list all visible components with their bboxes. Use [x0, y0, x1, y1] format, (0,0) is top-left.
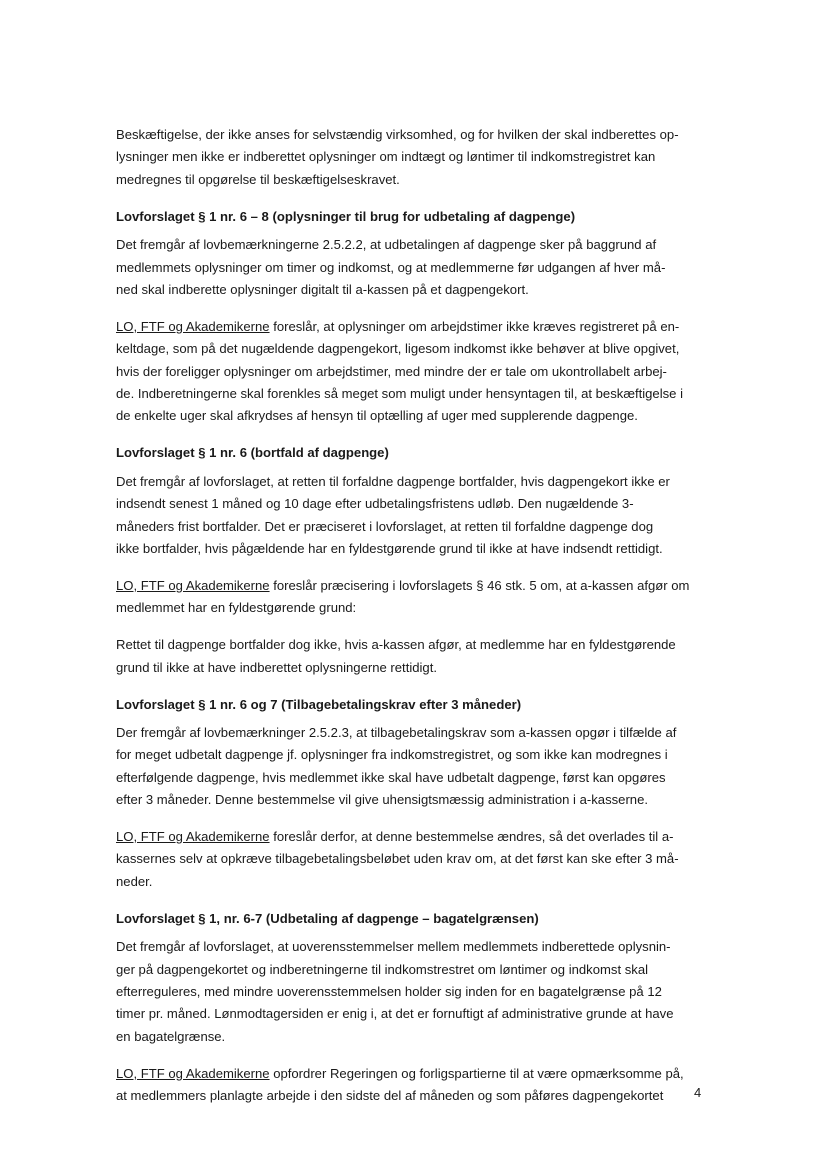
- organization-name: LO, FTF og Akademikerne: [116, 1065, 270, 1081]
- text-line: Det fremgår af lovforslaget, at uoverensstemmelser mellem medlemmets indberettede oplysnin-: [116, 939, 671, 955]
- text-line: Beskæftigelse, der ikke anses for selvstændig virksomhed, og for hvilken der skal indberettes op-: [116, 127, 679, 142]
- section-heading: Lovforslaget § 1 nr. 6 – 8 (oplysninger til brug for udbetaling af dagpenge): [116, 208, 576, 224]
- text-line: kassernes selv at opkræve tilbagebetalingsbeløbet uden krav om, at det først kan ske efter 3 må-: [116, 851, 679, 867]
- paragraph: [116, 936, 700, 1048]
- text-line: ger på dagpengekortet og indberetningerne til indkomstrestret om løntimer og indkomst skal: [116, 961, 649, 977]
- text-line: de. Indberetningerne skal forenkles så meget som muligt under hensyntagen til, at beskæftigelse i: [116, 386, 683, 402]
- text-line: Det fremgår af lovbemærkningerne 2.5.2.2, at udbetalingen af dagpenge sker på baggrund af: [116, 237, 657, 253]
- document-body: [116, 124, 700, 1122]
- text-line: medregnes til opgørelse til beskæftigelseskravet.: [116, 171, 400, 187]
- text-fragment: foreslår præcisering i lovforslagets § 46 stk. 5 om, at a-kassen afgør om: [269, 577, 690, 593]
- text-fragment: opfordrer Regeringen og forligspartierne til at være opmærksomme på,: [269, 1065, 684, 1081]
- text-line: grund til ikke at have indberettet oplysningerne rettidigt.: [116, 659, 437, 675]
- text-line: Der fremgår af lovbemærkninger 2.5.2.3, at tilbagebetalingskrav som a-kassen opgør i tilfælde af: [116, 724, 677, 740]
- section-heading: Lovforslaget § 1, nr. 6-7 (Udbetaling af dagpenge – bagatelgrænsen): [116, 910, 539, 926]
- text-line: Det fremgår af lovforslaget, at retten til forfaldne dagpenge bortfalder, hvis dagpengekort ikke er: [116, 473, 670, 489]
- section-heading: Lovforslaget § 1 nr. 6 og 7 (Tilbagebetalingskrav efter 3 måneder): [116, 696, 522, 712]
- text-line: [116, 1063, 700, 1085]
- text-line: [116, 575, 700, 597]
- organization-name: LO, FTF og Akademikerne: [116, 829, 270, 845]
- text-line: efter 3 måneder. Denne bestemmelse vil give uhensigtsmæssig administration i a-kasserne.: [116, 792, 649, 808]
- section-heading: Lovforslaget § 1 nr. 6 (bortfald af dagpenge): [116, 445, 389, 461]
- organization-paragraph: [116, 826, 700, 893]
- page-number: 4: [694, 1085, 702, 1100]
- text-line: Rettet til dagpenge bortfalder dog ikke, hvis a-kassen afgør, at medlemme har en fyldestgørende: [116, 637, 676, 653]
- text-line: at medlemmers planlagte arbejde i den sidste del af måneden og som påføres dagpengekortet: [116, 1088, 664, 1104]
- text-line: [116, 316, 700, 338]
- text-fragment: foreslår, at oplysninger om arbejdstimer ikke kræves registreret på en-: [269, 318, 680, 334]
- paragraph: [116, 634, 700, 679]
- text-line: hvis der foreligger oplysninger om arbejdstimer, med mindre der er tale om ukontrollabelt arbej-: [116, 363, 667, 379]
- text-line: måneders frist bortfalder. Det er præciseret i lovforslaget, at retten til forfaldne dagpenge dog: [116, 518, 654, 534]
- text-line: efterfølgende dagpenge, hvis medlemmet ikke skal have udbetalt dagpenge, først kan opgøres: [116, 769, 666, 785]
- text-fragment: foreslår derfor, at denne bestemmelse ændres, så det overlades til a-: [269, 829, 674, 845]
- text-line: [116, 826, 700, 848]
- text-line: en bagatelgrænse.: [116, 1028, 226, 1044]
- organization-paragraph: [116, 1063, 700, 1108]
- text-line: timer pr. måned. Lønmodtagersiden er enig i, at det er fornuftigt af administrative grunde at have: [116, 1006, 674, 1022]
- text-line: efterreguleres, med mindre uoverensstemmelsen holder sig inden for en bagatelgrænse på 12: [116, 984, 662, 999]
- organization-name: LO, FTF og Akademikerne: [116, 577, 270, 593]
- paragraph: [116, 234, 700, 301]
- text-line: keltdage, som på det nugældende dagpengekort, ligesom indkomst ikke behøver at blive opgivet,: [116, 341, 680, 357]
- text-line: ikke bortfalder, hvis pågældende har en fyldestgørende grund til ikke at have indsendt rettidigt.: [116, 541, 663, 556]
- paragraph: [116, 722, 700, 812]
- text-line: neder.: [116, 873, 153, 889]
- text-line: medlemmets oplysninger om timer og indkomst, og at medlemmerne før udgangen af hver må-: [116, 259, 666, 275]
- text-line: ned skal indberette oplysninger digitalt til a-kassen på et dagpengekort.: [116, 281, 529, 297]
- organization-name: LO, FTF og Akademikerne: [116, 318, 270, 334]
- paragraph: [116, 471, 700, 561]
- organization-paragraph: [116, 316, 700, 428]
- organization-paragraph: [116, 575, 700, 620]
- text-line: indsendt senest 1 måned og 10 dage efter udbetalingsfristens udløb. Den nugældende 3-: [116, 496, 634, 512]
- paragraph: [116, 124, 700, 191]
- text-line: lysninger men ikke er indberettet oplysninger om indtægt og løntimer til indkomstregistret kan: [116, 149, 656, 165]
- text-line: medlemmet har en fyldestgørende grund:: [116, 600, 357, 616]
- text-line: de enkelte uger skal afkrydses af hensyn til optælling af uger med supplerende dagpenge.: [116, 408, 638, 424]
- text-line: for meget udbetalt dagpenge jf. oplysninger fra indkomstregistret, og som ikke kan modregnes i: [116, 747, 668, 763]
